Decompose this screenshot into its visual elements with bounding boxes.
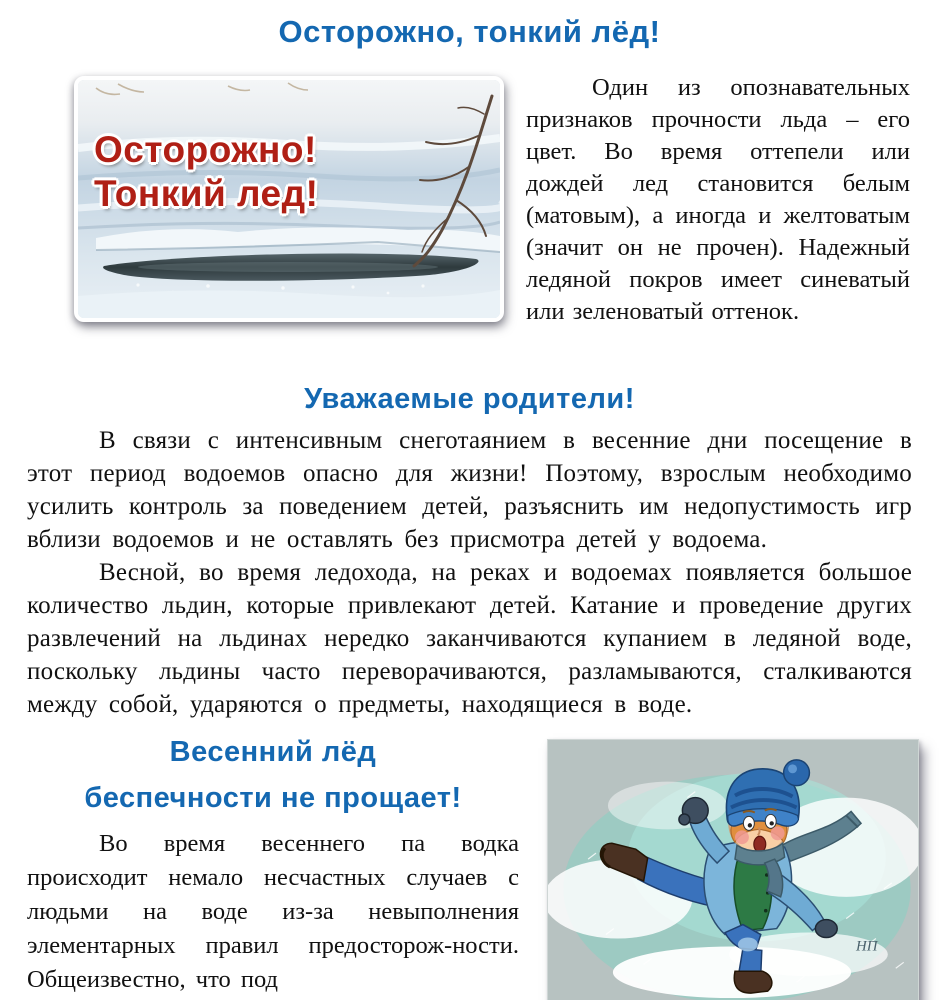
artist-signature: НП	[856, 937, 878, 954]
cartoon-image	[547, 739, 919, 1000]
spring-heading-line2: беспечности не прощает!	[84, 781, 462, 814]
bottom-section	[27, 727, 912, 1000]
parents-paragraph-2: Весной, во время ледохода, на реках и водоемах появляется большое количество льдин, которые привлекают детей. Катание и проведение других развлечений на льдинах нередко заканчиваются купанием в ледяной воде, поскольку льдины часто переворачиваются, разламываются, сталкиваются между собой, ударяются о предметы, находящиеся в воде.	[27, 558, 912, 718]
page-title: Осторожно, тонкий лёд!	[278, 14, 661, 49]
spring-heading	[27, 729, 519, 821]
photo-caption-line2: Тонкий лед!	[94, 173, 319, 214]
spring-heading-line1: Весенний лёд	[169, 735, 377, 768]
parents-paragraph-1: В связи с интенсивным снеготаянием в весенние дни посещение в этот период водоемов опасно для жизни! Поэтому, взрослым необходимо усилить контроль за поведением детей, разъяснить им недопустимость игр вблизи водоемов и не оставлять без присмотра детей у водоема.	[27, 426, 912, 553]
slipping-boy-illustration	[548, 740, 918, 1000]
top-section	[74, 76, 910, 353]
ice-photo	[74, 76, 504, 322]
intro-paragraph: Один из опознавательных признаков прочности льда – его цвет. Во время оттепели или дождей лед становится белым (матовым), а иногда и желтоватым (значит он не прочен). Надежный ледяной покров имеет синеватый или зеленоватый оттенок.	[526, 74, 910, 325]
parents-heading: Уважаемые родители!	[304, 382, 635, 415]
photo-warning-caption	[94, 128, 318, 216]
spring-paragraph: Во время весеннего па водка происходит немало несчастных случаев с людьми на воде из-за невыполнения элементарных правил предосторож-ности. Общеизвестно, что под	[27, 829, 519, 993]
spring-column	[27, 727, 519, 1000]
photo-caption-line1: Осторожно!	[94, 129, 317, 170]
